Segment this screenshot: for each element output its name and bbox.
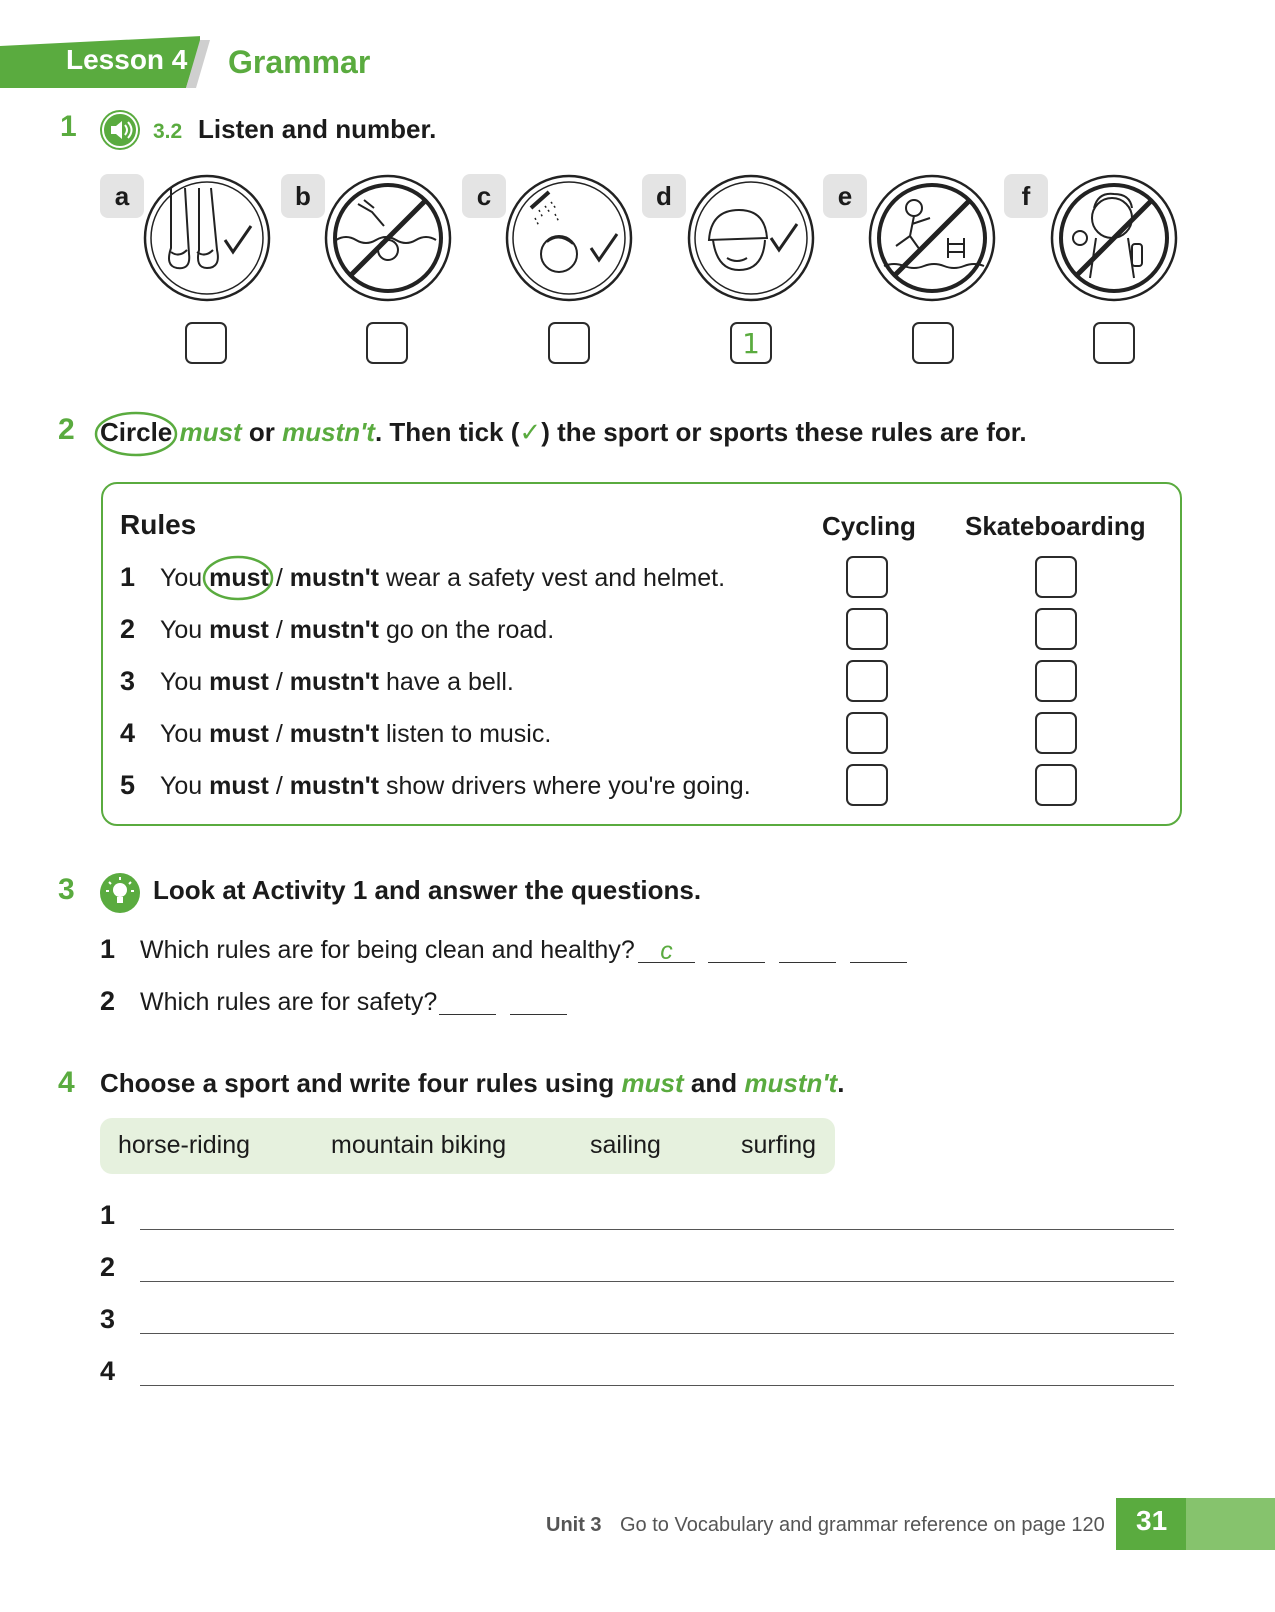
rule-number: 1 [120,562,136,592]
writing-line[interactable] [140,1333,1174,1334]
answer-box-d[interactable]: 1 [730,322,772,364]
rule-rest: have a bell. [385,668,514,696]
exercise-4-instruction [100,1068,844,1099]
question-number: 1 [100,934,116,964]
word-bank-item: horse-riding [118,1131,251,1159]
rule-must-option[interactable]: must [209,772,269,800]
picture-label-a: a [100,174,144,218]
word-bank-item: surfing [741,1131,817,1159]
rule-mustnt-option[interactable]: mustn't [289,616,380,644]
picture-label-b: b [281,174,325,218]
checkbox-skateboarding[interactable] [1035,556,1077,598]
exercise-3-number: 3 [58,873,75,906]
rule-rest: go on the road. [385,616,555,644]
picture-label-c: c [462,174,506,218]
answer-blank-example[interactable]: c [638,940,695,963]
rule-you: You [160,668,203,696]
lightbulb-icon [100,873,140,913]
answer-box-c[interactable] [548,322,590,364]
must-word: must [621,1068,684,1098]
exercise-1-number: 1 [60,110,77,143]
no-running-icon [868,174,996,302]
must-word: must [179,417,242,447]
writing-line-number: 3 [100,1304,116,1334]
writing-line[interactable] [140,1281,1174,1282]
exercise-2-instruction [100,417,1027,448]
rule-slash: / [275,668,283,696]
shower-allowed-icon [505,174,633,302]
rule-slash: / [275,772,283,800]
question-number: 2 [100,986,116,1016]
answer-blank[interactable] [779,940,836,963]
instruction-then: . Then tick ( [374,417,520,447]
exercise-4-number: 4 [58,1066,75,1099]
picture-label-e: e [823,174,867,218]
writing-line[interactable] [140,1229,1174,1230]
checkbox-cycling[interactable] [846,764,888,806]
rule-rest: listen to music. [385,720,552,748]
and-word: and [690,1068,738,1098]
rule-number: 4 [120,718,136,748]
or-word: or [248,417,275,447]
footer-unit: Unit 3 [546,1514,602,1536]
rule-must-option[interactable]: must [209,564,269,592]
writing-line-number: 2 [100,1252,116,1282]
rule-you: You [160,772,203,800]
rule-text [160,772,751,801]
exercise-3-instruction: Look at Activity 1 and answer the questions. [153,875,702,905]
rule-mustnt-option[interactable]: mustn't [289,668,380,696]
rule-mustnt-option[interactable]: mustn't [289,564,380,592]
rule-you: You [160,720,203,748]
rule-slash: / [275,720,283,748]
tick-mark-icon: ✓ [519,417,542,447]
question-text: Which rules are for being clean and healthy? [140,936,635,964]
picture-label-d: d [642,174,686,218]
writing-line[interactable] [140,1385,1174,1386]
page-number: 31 [1136,1505,1168,1536]
rule-text [160,668,514,697]
section-title: Grammar [228,44,371,80]
instruction-rest: ) the sport or sports these rules are for. [541,417,1027,447]
checkbox-cycling[interactable] [846,660,888,702]
answer-blank[interactable] [708,940,765,963]
picture-label-f: f [1004,174,1048,218]
word-bank-item: sailing [590,1131,661,1159]
checkbox-skateboarding[interactable] [1035,764,1077,806]
answer-box-b[interactable] [366,322,408,364]
rule-mustnt-option[interactable]: mustn't [289,772,380,800]
column-cycling: Cycling [822,511,916,541]
footer-reference: Go to Vocabulary and grammar reference on page 120 [620,1514,1105,1536]
checkbox-skateboarding[interactable] [1035,712,1077,754]
checkbox-cycling[interactable] [846,608,888,650]
instruction-end: . [837,1068,845,1098]
rule-must-option[interactable]: must [209,668,269,696]
column-skateboarding: Skateboarding [965,511,1146,541]
circle-word: Circle [100,417,173,447]
rule-slash: / [275,616,283,644]
audio-track-number: 3.2 [153,120,183,143]
rule-slash: / [275,564,283,592]
answer-box-f[interactable] [1093,322,1135,364]
answer-box-e[interactable] [912,322,954,364]
mustnt-word: mustn't [282,417,375,447]
exercise-2-number: 2 [58,413,75,446]
checkbox-cycling[interactable] [846,712,888,754]
rule-number: 5 [120,770,136,800]
writing-line-number: 1 [100,1200,116,1230]
rule-number: 2 [120,614,136,644]
page-number-box-accent [1186,1498,1275,1550]
answer-box-a[interactable] [185,322,227,364]
rule-mustnt-option[interactable]: mustn't [289,720,380,748]
rule-you: You [160,564,203,592]
no-eating-icon [1050,174,1178,302]
checkbox-skateboarding[interactable] [1035,608,1077,650]
rule-text [160,616,554,645]
checkbox-cycling[interactable] [846,556,888,598]
swim-cap-allowed-icon [687,174,815,302]
rule-you: You [160,616,203,644]
answer-blank[interactable] [510,992,567,1015]
writing-line-number: 4 [100,1356,116,1386]
lesson-label: Lesson 4 [66,44,188,75]
rule-rest: wear a safety vest and helmet. [385,564,726,592]
checkbox-skateboarding[interactable] [1035,660,1077,702]
answer-blank[interactable] [439,992,496,1015]
circle-example-ellipse [94,410,178,458]
exercise-1-instruction: Listen and number. [198,114,437,144]
rule-text [160,720,551,749]
rule-must-option[interactable]: must [209,720,269,748]
no-diving-icon [324,174,452,302]
rules-heading: Rules [120,509,197,540]
rule-number: 3 [120,666,136,696]
audio-icon[interactable] [100,110,140,150]
circled-answer-ellipse [202,554,274,602]
rule-rest: show drivers where you're going. [385,772,751,800]
mustnt-word: mustn't [744,1068,838,1098]
answer-blank[interactable] [850,940,907,963]
instruction-text: Choose a sport and write four rules using [100,1068,615,1098]
rule-must-option[interactable]: must [209,616,269,644]
word-bank-item: mountain biking [331,1131,507,1159]
question-text: Which rules are for safety? [140,988,438,1016]
flip-flops-allowed-icon [143,174,271,302]
